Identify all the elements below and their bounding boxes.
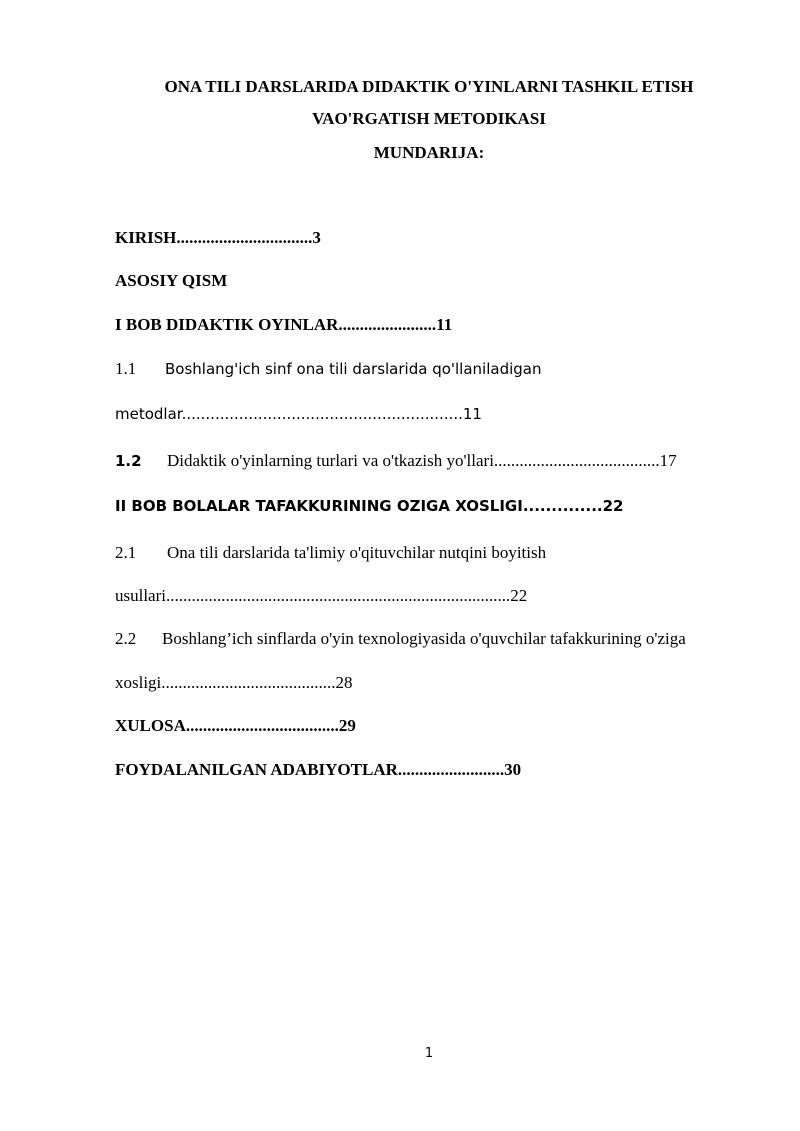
section-number: 2.1	[115, 543, 137, 562]
toc-entry-1-1-continuation: metodlar...........................................................11	[115, 405, 482, 423]
toc-entry-references: FOYDALANILGAN ADABIYOTLAR.........................30	[115, 760, 522, 779]
document-title-line-1: ONA TILI DARSLARIDA DIDAKTIK O'YINLARNI TASHKIL ETISH	[164, 77, 694, 96]
section-number: 1.2	[115, 452, 142, 470]
section-title: Ona tili darslarida ta'limiy o'qituvchilar nutqini boyitish	[167, 543, 547, 562]
toc-entry-1-2	[115, 451, 677, 471]
toc-entry-intro: KIRISH................................3	[115, 228, 321, 247]
toc-entry-chapter-2: II BOB BOLALAR TAFAKKURINING OZIGA XOSLIGI..............22	[115, 497, 624, 515]
page-number: 1	[424, 1046, 434, 1061]
toc-entry-chapter-1: I BOB DIDAKTIK OYINLAR.......................11	[115, 315, 453, 334]
toc-entry-2-1	[115, 543, 546, 563]
section-number: 2.2	[115, 629, 137, 648]
toc-entry-2-2-continuation: xosligi.........................................28	[115, 673, 353, 692]
toc-entry-conclusion: XULOSA....................................29	[115, 716, 356, 735]
document-title-line-2: VAO'RGATISH METODIKASI	[312, 109, 546, 128]
section-title: Boshlang’ich sinflarda o'yin texnologiyasida o'quvchilar tafakkurining o'ziga	[162, 629, 686, 648]
toc-entry-2-2	[115, 629, 686, 649]
section-number: 1.1	[115, 359, 137, 378]
toc-entry-main-part: ASOSIY QISM	[115, 271, 228, 290]
toc-entry-2-1-continuation: usullari.................................................................................22	[115, 586, 528, 605]
section-title: Didaktik o'yinlarning turlari va o'tkazish yo'llari.......................................17	[167, 451, 677, 470]
section-title: Boshlang'ich sinf ona tili darslarida qo'llaniladigan	[165, 360, 542, 378]
contents-heading: MUNDARIJA:	[373, 143, 485, 162]
toc-entry-1-1	[115, 359, 542, 379]
